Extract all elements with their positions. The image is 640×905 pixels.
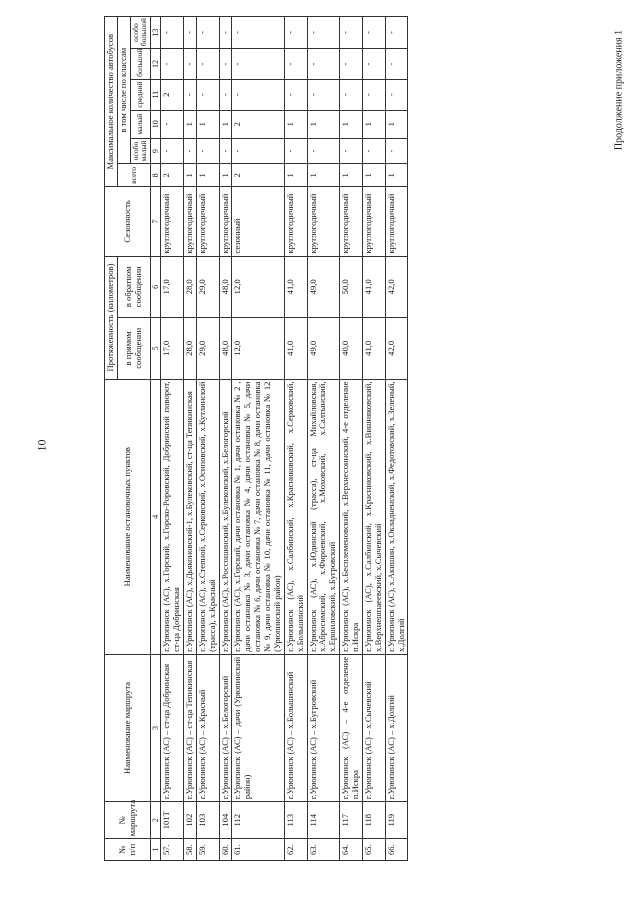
row-number: 58. (183, 839, 196, 861)
table-row (183, 17, 196, 861)
route-number: 113 (284, 802, 307, 839)
bus-class-medium: - (385, 79, 408, 110)
bus-class-vsmall: - (307, 138, 340, 164)
bus-total: 1 (183, 164, 196, 187)
bus-class-vlarge: - (284, 17, 307, 49)
season: круглогодичный (340, 187, 363, 256)
bus-class-vlarge: - (232, 17, 284, 49)
route-number: 119 (385, 802, 408, 839)
page-number: 10 (34, 439, 49, 452)
season: круглогодичный (183, 187, 196, 256)
bus-class-large: - (284, 49, 307, 80)
header-class-large: большой (130, 49, 150, 80)
bus-class-small: 1 (284, 110, 307, 138)
bus-class-large: - (385, 49, 408, 80)
route-number: 104 (219, 802, 232, 839)
length-forward: 41,0 (362, 318, 385, 379)
bus-class-vsmall: - (196, 138, 219, 164)
bus-class-medium: - (183, 79, 196, 110)
route-name: г.Урюпинск (АС) – 4-е отделение п.Искра (340, 654, 363, 801)
stops-list: г.Урюпинск (АС), х.Салбинский, х.Красниковский, х.Серковский, х.Большинский (284, 379, 307, 654)
length-forward: 48,0 (219, 318, 232, 379)
stops-list: г.Урюпинск (АС), х.Дьяконовский-1, х.Булековский, ст-ца Тепикинская (183, 379, 196, 654)
route-name: г.Урюпинск (АС) – х.Сычевский (362, 654, 385, 801)
bus-class-vsmall: - (219, 138, 232, 164)
bus-total: 2 (161, 164, 184, 187)
route-number: 112 (232, 802, 284, 839)
bus-class-small: 1 (307, 110, 340, 138)
row-number: 61. (232, 839, 284, 861)
bus-class-large: - (307, 49, 340, 80)
col-number: 5 (151, 318, 161, 379)
table-row (219, 17, 232, 861)
table-row (284, 17, 307, 861)
season: круглогодичный (219, 187, 232, 256)
bus-class-vsmall: - (161, 138, 184, 164)
bus-class-vlarge: - (183, 17, 196, 49)
route-name: г.Урюпинск (АС) – х.Долгий (385, 654, 408, 801)
bus-class-vlarge: - (196, 17, 219, 49)
table-row (196, 17, 219, 861)
bus-class-vlarge: - (385, 17, 408, 49)
table-row (385, 17, 408, 861)
col-number: 11 (151, 79, 161, 110)
length-back: 28,0 (183, 256, 196, 317)
bus-class-medium: - (307, 79, 340, 110)
route-number: 101Т (161, 802, 184, 839)
route-name: г.Урюпинск (АС) – ст-ца Тепикинская (183, 654, 196, 801)
col-number: 7 (151, 187, 161, 256)
bus-class-large: - (161, 49, 184, 80)
bus-class-small: 1 (385, 110, 408, 138)
season: круглогодичный (307, 187, 340, 256)
bus-class-large: - (232, 49, 284, 80)
season: круглогодичный (161, 187, 184, 256)
route-name: г.Урюпинск (АС) – х.Красный (196, 654, 219, 801)
col-number: 2 (151, 802, 161, 839)
bus-class-vsmall: - (232, 138, 284, 164)
season: круглогодичный (362, 187, 385, 256)
length-back: 48,0 (219, 256, 232, 317)
row-number: 57. (161, 839, 184, 861)
bus-class-vlarge: - (340, 17, 363, 49)
header-season: Сезонность (105, 187, 151, 256)
col-number: 8 (151, 164, 161, 187)
season: сезонный (232, 187, 284, 256)
col-number: 1 (151, 839, 161, 861)
routes-table (104, 16, 408, 861)
table-body (161, 17, 408, 861)
bus-class-vlarge: - (219, 17, 232, 49)
bus-class-medium: - (219, 79, 232, 110)
bus-class-small: 1 (362, 110, 385, 138)
header-max-buses: Максимальное количество автобусов (105, 17, 118, 187)
rotated-table-container (104, 16, 624, 861)
length-back: 17,0 (161, 256, 184, 317)
route-number: 118 (362, 802, 385, 839)
row-number: 64. (340, 839, 363, 861)
header-length: Протяженность (километров) (105, 256, 118, 379)
bus-class-small: 1 (196, 110, 219, 138)
season: круглогодичный (385, 187, 408, 256)
length-back: 29,0 (196, 256, 219, 317)
route-number: 114 (307, 802, 340, 839)
bus-total: 1 (307, 164, 340, 187)
bus-class-vsmall: - (362, 138, 385, 164)
bus-class-small: 2 (232, 110, 284, 138)
bus-class-large: - (183, 49, 196, 80)
stops-list: г.Урюпинск (АС), х.Горский, х.Горско-Popовский, Добринский поворот, ст-ца Добринская (161, 379, 184, 654)
stops-list: г.Урюпинск (АС), х.Салбинский, х.Красниковский, х.Вишняковский, х.Верхнешпаеевский, х.Сычевский (362, 379, 385, 654)
header-route-no: № маршрута (105, 802, 151, 839)
stops-list: г.Урюпинск (АС), х.Горский, дачи остановка № 1, дачи остановка № 2 , дачи остановка № 3, дачи остановка № 4, дачи остановка № 5, дачи остановка № 6, дачи остановка № 7, дачи остановка № 8, дачи остановка № 9, дачи остановка № 10, дачи остановка № 11, дачи остановка № 12 (Урюпинский район) (232, 379, 284, 654)
route-number: 117 (340, 802, 363, 839)
length-forward: 49,0 (307, 318, 340, 379)
row-number: 63. (307, 839, 340, 861)
bus-total: 1 (340, 164, 363, 187)
appendix-note: Продолжение приложения 1 (613, 29, 625, 151)
column-number-row (151, 17, 161, 861)
bus-class-vsmall: - (340, 138, 363, 164)
bus-class-small: 1 (340, 110, 363, 138)
header-length-back: в обратном сообщении (117, 256, 150, 317)
bus-class-medium: - (362, 79, 385, 110)
season: круглогодичный (196, 187, 219, 256)
bus-class-medium: - (284, 79, 307, 110)
bus-class-large: - (196, 49, 219, 80)
route-name: г.Урюпинск (АС) – ст-ца Добринская (161, 654, 184, 801)
col-number: 6 (151, 256, 161, 317)
header-length-forward: в прямом сообщении (117, 318, 150, 379)
bus-class-large: - (219, 49, 232, 80)
length-forward: 41,0 (284, 318, 307, 379)
col-number: 3 (151, 654, 161, 801)
bus-class-vsmall: - (385, 138, 408, 164)
row-number: 59. (196, 839, 219, 861)
header-class-small: малый (130, 110, 150, 138)
table-row (232, 17, 284, 861)
table-row (340, 17, 363, 861)
stops-list: г.Урюпинск (АС), х.Россошинский, х.Булековский, х.Белогорский (219, 379, 232, 654)
length-forward: 17,0 (161, 318, 184, 379)
header-class-vlarge: особо большой (130, 17, 150, 49)
bus-total: 2 (232, 164, 284, 187)
length-back: 49,0 (307, 256, 340, 317)
bus-class-medium: - (232, 79, 284, 110)
header-total: всего (117, 164, 150, 187)
season: круглогодичный (284, 187, 307, 256)
route-name: г.Урюпинск (АС) – дачи (Урюпинский район) (232, 654, 284, 801)
header-stops: Наименование остановочных пунктов (105, 379, 151, 654)
length-forward: 28,0 (183, 318, 196, 379)
table-row (161, 17, 184, 861)
bus-class-vlarge: - (362, 17, 385, 49)
length-back: 41,0 (362, 256, 385, 317)
length-back: 12,0 (232, 256, 284, 317)
bus-class-small: 1 (183, 110, 196, 138)
stops-list: г.Урюпинск (АС), х.Степной, х.Серковский, х.Осиповский, х.Кутлинский (трасса), х.Красный (196, 379, 219, 654)
length-forward: 29,0 (196, 318, 219, 379)
row-number: 65. (362, 839, 385, 861)
route-number: 102 (183, 802, 196, 839)
route-name: г.Урюпинск (АС) – х.Бугровский (307, 654, 340, 801)
col-number: 10 (151, 110, 161, 138)
length-forward: 40,0 (340, 318, 363, 379)
row-number: 60. (219, 839, 232, 861)
bus-total: 1 (196, 164, 219, 187)
length-back: 41,0 (284, 256, 307, 317)
length-back: 50,0 (340, 256, 363, 317)
bus-class-vsmall: - (183, 138, 196, 164)
table-row (362, 17, 385, 861)
route-name: г.Урюпинск (АС) – х.Большинский (284, 654, 307, 801)
route-number: 103 (196, 802, 219, 839)
bus-class-small: - (161, 110, 184, 138)
row-number: 66. (385, 839, 408, 861)
header-route-name: Наименование маршрута (105, 654, 151, 801)
bus-class-vlarge: - (307, 17, 340, 49)
col-number: 4 (151, 379, 161, 654)
bus-total: 1 (362, 164, 385, 187)
bus-class-medium: 2 (161, 79, 184, 110)
bus-class-large: - (362, 49, 385, 80)
header-class-vsmall: особо малый (130, 138, 150, 164)
header-class-medium: средний (130, 79, 150, 110)
bus-class-medium: - (196, 79, 219, 110)
length-forward: 42,0 (385, 318, 408, 379)
stops-list: г.Урюпинск (АС), х.Акишин, х.Окладненский, х.Федотовский, х.Зеленый, х.Долгий (385, 379, 408, 654)
header-by-class: в том числе по классам (117, 17, 130, 164)
header-no: № п/п (105, 839, 151, 861)
stops-list: г.Урюпинск (АС), х.Бесплеменовский, х.Верхнесоинский, 4-е отделение п.Искра (340, 379, 363, 654)
length-forward: 12,0 (232, 318, 284, 379)
bus-total: 1 (385, 164, 408, 187)
bus-class-small: 1 (219, 110, 232, 138)
bus-class-vlarge: - (161, 17, 184, 49)
col-number: 9 (151, 138, 161, 164)
bus-class-medium: - (340, 79, 363, 110)
bus-class-large: - (340, 49, 363, 80)
route-name: г.Урюпинск (АС) – х.Белогорский (219, 654, 232, 801)
bus-total: 1 (219, 164, 232, 187)
table-row (307, 17, 340, 861)
bus-total: 1 (284, 164, 307, 187)
row-number: 62. (284, 839, 307, 861)
col-number: 12 (151, 49, 161, 80)
length-back: 42,0 (385, 256, 408, 317)
stops-list: г.Урюпинск (АС), х.Юдинский (трасса), ст-ца Михайловская, х.Абросимский, х.Фироевский, х.Моховский, х.Салтынский, х.Ершиловский, х.Бугровский (307, 379, 340, 654)
bus-class-vsmall: - (284, 138, 307, 164)
col-number: 13 (151, 17, 161, 49)
